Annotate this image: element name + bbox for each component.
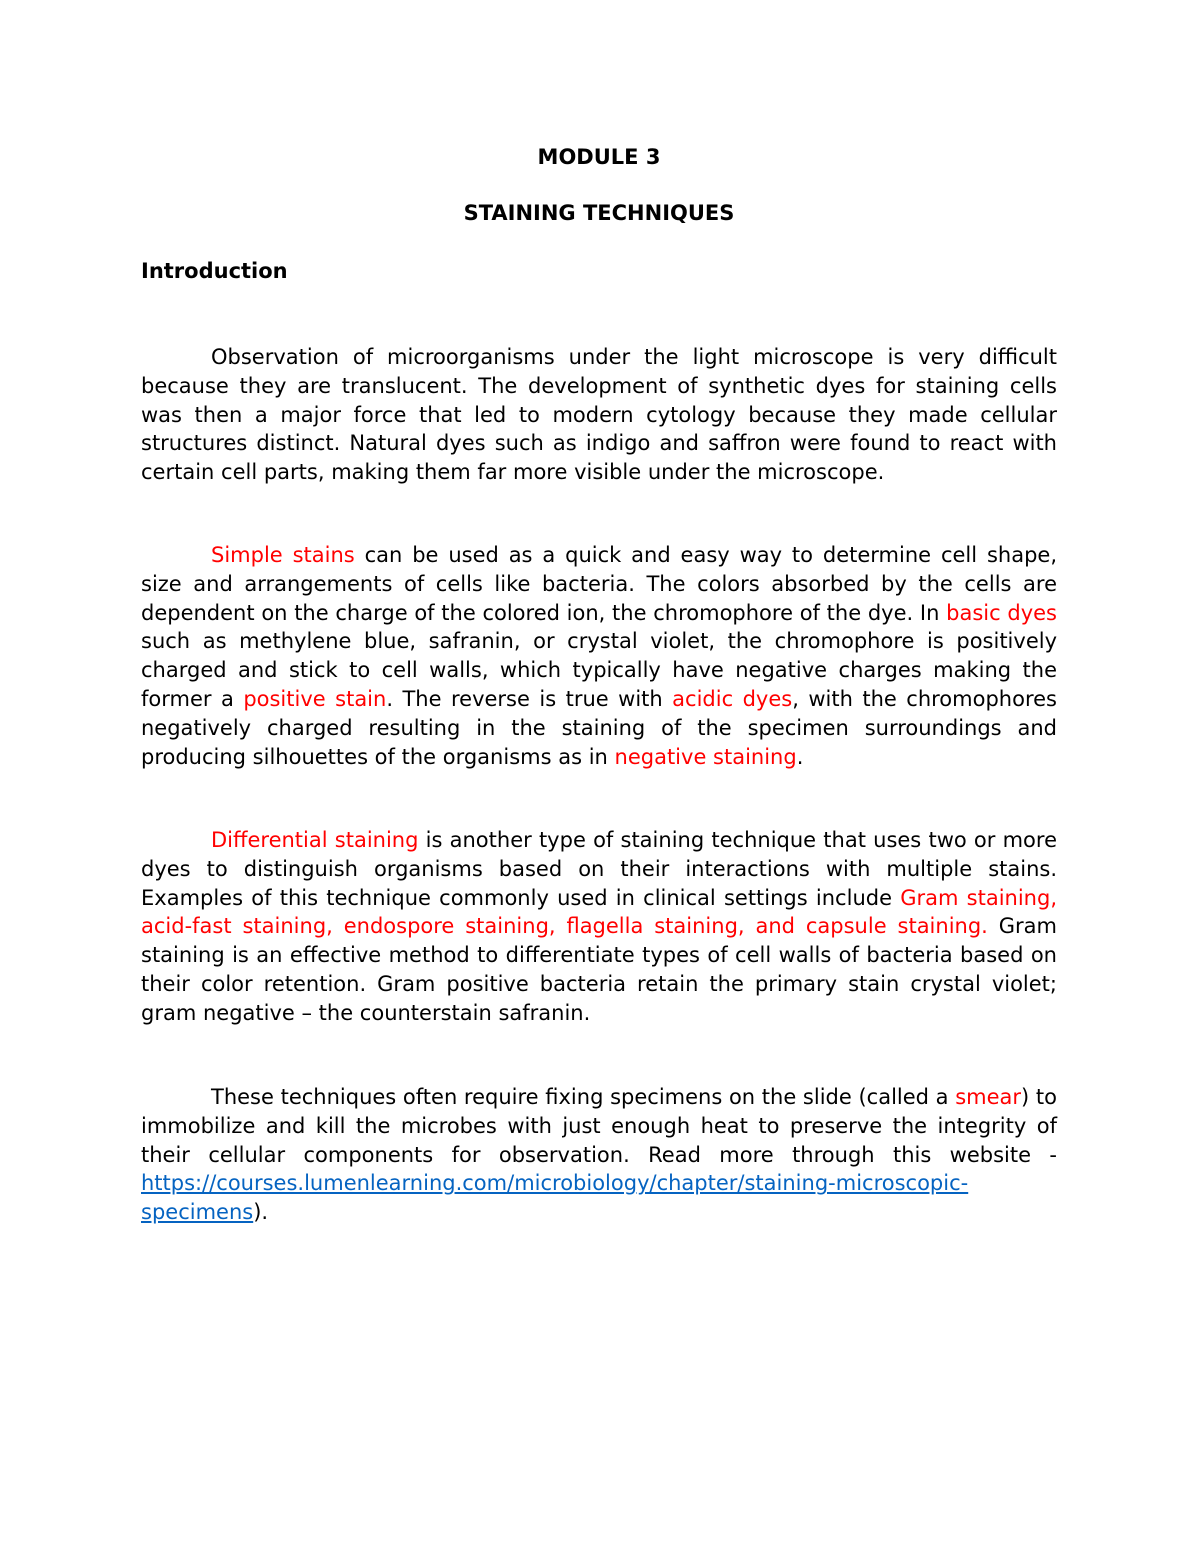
paragraph-simple-stains — [141, 541, 1057, 771]
term-simple-stains: Simple stains — [211, 543, 355, 567]
paragraph-text: ) to immobilize and kill the microbes with just enough heat to preserve the integrity of their cellular components for observation. Read more through this website - — [141, 1085, 1057, 1167]
term-positive-stain: positive stain — [243, 686, 387, 711]
term-differential-staining: Differential staining — [211, 828, 419, 852]
module-title: MODULE 3 — [537, 145, 661, 169]
paragraph-text: can be used as a quick and easy way to determine cell shape, size and arrangements of cells like bacteria. The colors absorbed by the cells are dependent on the charge of the colored ion, the chromophore of the dye. In — [141, 543, 1058, 625]
term-smear: smear — [955, 1085, 1022, 1109]
paragraph-text: Observation of microorganisms under the light microscope is very difficult because they are translucent. The development of synthetic dyes for staining cells was then a major force that led to modern cytology because they made cellular structures distinct. Natural dyes such as indigo and saffron were found to react with certain cell parts, making them far more visible under the microscope. — [141, 345, 1057, 485]
paragraph-text: . — [796, 744, 804, 769]
paragraph-text: ). — [253, 1200, 269, 1225]
paragraph-observation — [141, 343, 1057, 487]
paragraph-smear — [141, 1083, 1057, 1227]
paragraph-text: These techniques often require fixing specimens on the slide (called a — [211, 1085, 956, 1109]
paragraph-text: such as methylene blue, safranin, or crystal violet, the chromophore is positively charged and stick to cell walls, which typically have negative charges making the former a — [141, 629, 1057, 711]
paragraph-text: Gram staining is an effective method to differentiate types of cell walls of bacteria based on their color retention. Gram positive bacteria retain the primary stain crystal violet; gram negative – the counterstain safranin. — [141, 914, 1057, 1025]
paragraph-text: , with the chromophores negatively charged resulting in the staining of the specimen surroundings and producing silhouettes of the organisms as in — [141, 686, 1057, 769]
document-title: STAINING TECHNIQUES — [463, 201, 735, 225]
term-acidic-dyes: acidic dyes — [672, 686, 793, 711]
section-heading-introduction: Introduction — [141, 259, 288, 283]
term-negative-staining: negative staining — [614, 744, 797, 769]
term-basic-dyes: basic dyes — [946, 600, 1057, 625]
lumenlearning-link[interactable]: https://courses.lumenlearning.com/microbiology/chapter/staining-microscopic-specimens — [141, 1171, 969, 1225]
paragraph-differential-staining — [141, 826, 1057, 1028]
paragraph-text: is another type of staining technique that uses two or more dyes to distinguish organisms based on their interactions with multiple stains. Examples of this technique commonly used in clinical settings include — [141, 828, 1058, 910]
paragraph-text: . The reverse is true with — [386, 686, 673, 711]
term-staining-examples: Gram staining, acid-fast staining, endospore staining, flagella staining, and capsule staining. — [141, 885, 1057, 939]
